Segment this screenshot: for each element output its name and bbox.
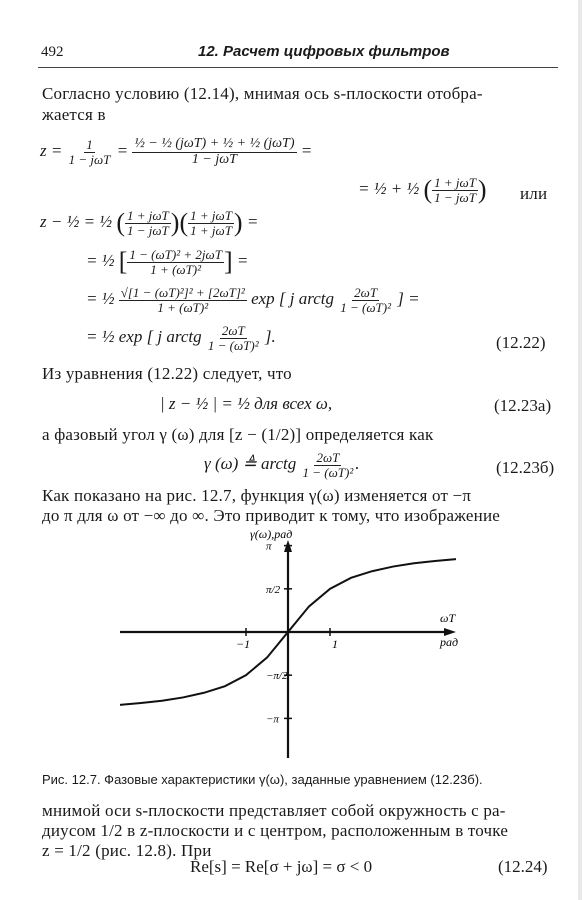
para3: а фазовый угол γ (ω) для [z − (1/2)] определяется как (42, 425, 434, 444)
para5-line2: диусом 1/2 в z-плоскости и с центром, расположенным в точке (42, 821, 509, 840)
y-axis-label: γ(ω),рад (250, 528, 293, 541)
eq1-or: или (520, 184, 548, 203)
chart-layer (120, 528, 458, 758)
y-tick-label: −π (266, 713, 279, 726)
eq2-line1: z − ½ = ½ ( $\frac{\text{1 + jωT}}{\text{1 − jωT}}$ )( $\frac{\text{1 + jωT}}{\text{1 + jωT}}$ ) = (40, 207, 259, 238)
x-axis-label: ωT (440, 611, 456, 625)
x-tick-label: −1 (236, 637, 251, 651)
x-axis-label-unit: рад (440, 635, 459, 649)
eq2-label: (12.22) (496, 333, 546, 352)
figure-caption: Рис. 12.7. Фазовые характеристики γ(ω), заданные уравнением (12.23б). (42, 772, 483, 787)
y-tick-label: −π/2 (266, 670, 288, 683)
para2: Из уравнения (12.22) следует, что (42, 364, 292, 383)
eq1-frac1: $\frac{1}{\text{1 − jωT}}$ (68, 137, 111, 167)
y-tick-label: π (266, 540, 272, 553)
running-title: 12. Расчет цифровых фильтров (198, 43, 450, 60)
x-tick-label: 1 (332, 637, 338, 651)
eq1-line2: = ½ + ½ ( $\frac{\text{1 + jωT}}{\text{1 − jωT}}$ ) (358, 174, 487, 205)
eq2-line4: = ½ exp [ j arctg $\frac{2\omega T}{\text{1 − (ωT)²}}$ ]. (86, 323, 276, 353)
para4-line1: Как показано на рис. 12.7, функция γ(ω) изменяется от −π (42, 486, 472, 505)
eq1-eqsign: = (116, 141, 129, 161)
eq5: Re[s] = Re[σ + jω] = σ < 0 (190, 857, 373, 876)
eq2-line3: = ½ $\frac{\text{√[1 − (ωT)²]² + [2ωT]²}}{\text{1 + (ωT)²}}$ exp [ j arctg $\frac{2\omega T}{\text{1 − (ωT)²}}$ ] = (86, 285, 420, 315)
para5-line3: z = 1/2 (рис. 12.8). При (42, 841, 212, 860)
header-rule (38, 67, 558, 68)
para1-line1: Согласно условию (12.14), мнимая ось s-плоскости отобра- (42, 84, 483, 103)
para1-line2: жается в (42, 105, 106, 124)
eq2-line2: = ½ [ $\frac{\text{1 − (ωT)² + 2jωT}}{\text{1 + (ωT)²}}$ ] = (86, 246, 249, 277)
eq1-tail: = (300, 141, 313, 161)
eq3-label: (12.23а) (494, 396, 552, 415)
para5-line1: мнимой оси s-плоскости представляет собой окружность с ра- (42, 801, 506, 820)
y-tick-label: π/2 (266, 583, 281, 596)
eq3: | z − ½ | = ½ для всех ω, (160, 394, 333, 413)
page-edge-shadow (578, 0, 582, 900)
eq1-frac2: $\frac{\text{½ − ½ (jωT) + ½ + ½ (jωT)}}{\text{1 − jωT}}$ (134, 136, 295, 167)
eq5-label: (12.24) (498, 857, 548, 876)
eq4: γ (ω) ≜ arctg $\frac{2\omega T}{\text{1 − (ωT)²}}$ . (204, 450, 360, 480)
eq1-lhs: z = (40, 141, 63, 161)
para4-line2: до π для ω от −∞ до ∞. Это приводит к тому, что изображение (42, 506, 500, 525)
eq4-label: (12.23б) (496, 458, 555, 477)
eq1-line1 (40, 137, 312, 167)
page-number: 492 (41, 44, 64, 60)
phase-chart (100, 528, 480, 768)
